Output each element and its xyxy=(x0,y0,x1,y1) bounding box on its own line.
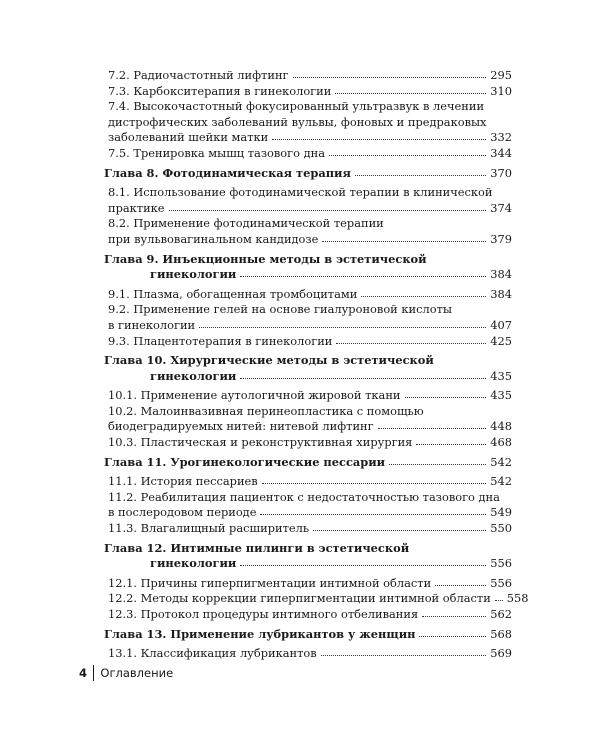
dot-leader xyxy=(272,129,486,140)
toc-entry-line xyxy=(108,435,512,451)
toc-page-number: 295 xyxy=(490,68,512,82)
toc-chapter-entry[interactable] xyxy=(104,252,512,283)
dot-leader xyxy=(435,575,486,586)
toc-entry-title: 12.3. Протокол процедуры интимного отбеливания xyxy=(108,607,419,621)
dot-leader xyxy=(355,165,486,176)
dot-leader xyxy=(419,626,486,637)
toc-entry-title: 12.1. Причины гиперпигментации интимной области xyxy=(108,575,432,590)
dot-leader xyxy=(495,590,503,601)
toc-page-number: 556 xyxy=(490,556,512,571)
toc-entry-title: гинекологии xyxy=(150,556,237,571)
toc-entry-line xyxy=(104,353,512,369)
dot-leader xyxy=(378,418,487,429)
toc-entry-title: 8.1. Использование фотодинамической терапии в клинической xyxy=(108,185,493,200)
toc-entry-title: гинекологии xyxy=(150,368,237,383)
running-title: Оглавление xyxy=(100,666,174,680)
toc-page-number: 542 xyxy=(490,454,512,469)
toc-entry-title: 8.2. Применение фотодинамической терапии xyxy=(108,216,384,231)
toc-page-number: 562 xyxy=(490,607,512,621)
toc-entry-title: 11.2. Реабилитация пациенток с недостаточностью тазового дна xyxy=(108,489,500,504)
toc-entry-line xyxy=(108,115,512,131)
toc-entry-line xyxy=(108,646,512,662)
toc-entry-line xyxy=(108,84,512,100)
dot-leader xyxy=(361,286,486,297)
toc-section-entry[interactable] xyxy=(104,490,512,521)
toc-page-number: 558 xyxy=(506,591,529,606)
toc-entry-line xyxy=(108,334,512,350)
toc-entry-title: 9.2. Применение гелей на основе гиалуроновой кислоты xyxy=(108,302,452,317)
toc-entry-title: Глава 11. Урогинекологические пессарии xyxy=(104,454,386,469)
toc-chapter-entry[interactable] xyxy=(104,166,512,182)
toc-page-number: 344 xyxy=(490,145,512,160)
toc-section-entry[interactable] xyxy=(104,404,512,435)
toc-page-number: 425 xyxy=(490,333,512,348)
dot-leader xyxy=(321,645,487,656)
dot-leader xyxy=(240,368,486,379)
toc-entry-line xyxy=(108,576,512,592)
toc-section-entry[interactable] xyxy=(104,591,529,607)
dot-leader xyxy=(389,454,486,465)
toc-page-number: 332 xyxy=(490,130,512,145)
toc-entry-title: биодеградируемых нитей: нитевой лифтинг xyxy=(108,419,374,434)
toc-entry-line xyxy=(104,541,512,557)
toc-entry-line xyxy=(108,404,512,420)
toc-entry-line xyxy=(104,556,512,572)
toc-entry-title: 9.1. Плазма, обогащенная тромбоцитами xyxy=(108,286,358,301)
dot-leader xyxy=(336,333,486,344)
dot-leader xyxy=(322,231,486,242)
toc-page-number: 384 xyxy=(490,286,512,301)
toc-entry-title: дистрофических заболеваний вульвы, фоновых и предраковых xyxy=(108,114,487,129)
toc-entry-title: заболеваний шейки матки xyxy=(108,130,269,145)
toc-entry-line xyxy=(108,287,512,303)
toc-page-number: 549 xyxy=(490,505,512,520)
dot-leader xyxy=(169,200,487,211)
toc-page-number: 448 xyxy=(490,419,512,434)
dot-leader xyxy=(262,473,487,484)
toc-entry-title: 10.3. Пластическая и реконструктивная хирургия xyxy=(108,435,413,450)
toc-entry-line xyxy=(108,302,512,318)
toc-entry-title: в гинекологии xyxy=(108,317,196,332)
dot-leader xyxy=(260,504,486,515)
toc-entry-title: 7.5. Тренировка мышц тазового дна xyxy=(108,145,326,160)
toc-entry-title: практике xyxy=(108,200,165,215)
toc-page-number: 379 xyxy=(490,231,512,246)
footer-divider xyxy=(93,665,94,681)
toc-section-entry[interactable] xyxy=(104,99,512,146)
toc-entry-line xyxy=(108,505,512,521)
toc-page-number: 370 xyxy=(490,165,512,180)
toc-entry-title: 7.4. Высокочастотный фокусированный ультразвук в лечении xyxy=(108,99,485,114)
toc-section-entry[interactable] xyxy=(104,607,512,623)
toc-page-number: 569 xyxy=(490,646,512,661)
toc-entry-title: 7.2. Радиочастотный лифтинг xyxy=(108,68,289,82)
toc-entry-line xyxy=(108,419,512,435)
toc-entry-line xyxy=(108,185,512,201)
toc-page-number: 468 xyxy=(490,435,512,450)
toc-page-number: 384 xyxy=(490,267,512,282)
toc-section-entry[interactable] xyxy=(104,334,512,350)
toc-section-entry[interactable] xyxy=(104,576,512,592)
dot-leader xyxy=(240,555,486,566)
toc-section-entry[interactable] xyxy=(104,146,512,162)
toc-page-number: 407 xyxy=(490,317,512,332)
toc-page-number: 435 xyxy=(490,388,512,403)
toc-entry-line xyxy=(104,252,512,268)
toc-entry-title: 9.3. Плацентотерапия в гинекологии xyxy=(108,333,333,348)
dot-leader xyxy=(405,387,487,398)
toc-entry-title: при вульвовагинальном кандидозе xyxy=(108,231,319,246)
toc-page-number: 556 xyxy=(490,575,512,590)
toc-section-entry[interactable] xyxy=(104,287,512,303)
dot-leader xyxy=(199,317,486,328)
toc-entry-line xyxy=(108,591,529,607)
toc-entry-line xyxy=(108,474,512,490)
toc-entry-line xyxy=(108,388,512,404)
toc-chapter-entry[interactable] xyxy=(104,627,512,643)
toc-section-entry[interactable] xyxy=(104,68,512,84)
toc-section-entry[interactable] xyxy=(104,646,512,662)
toc-entry-line xyxy=(104,267,512,283)
toc-entry-line xyxy=(104,369,512,385)
dot-leader xyxy=(293,67,487,78)
toc-entry-title: 10.1. Применение аутологичной жировой ткани xyxy=(108,388,401,403)
toc-entry-line xyxy=(104,455,512,471)
toc-page-number: 550 xyxy=(490,521,512,536)
toc-chapter-entry[interactable] xyxy=(104,353,512,384)
toc-section-entry[interactable] xyxy=(104,216,512,247)
toc-entry-title: Глава 12. Интимные пилинги в эстетической xyxy=(104,540,410,555)
toc-entry-title: 13.1. Классификация лубрикантов xyxy=(108,646,317,661)
dot-leader xyxy=(329,145,486,156)
toc-entry-line xyxy=(108,216,512,232)
toc-entry-line xyxy=(104,627,512,643)
toc-entry-title: гинекологии xyxy=(150,267,237,282)
toc-section-entry[interactable] xyxy=(104,474,512,490)
toc-page-number: 568 xyxy=(490,626,512,641)
toc-page-number: 542 xyxy=(490,474,512,489)
toc-section-entry[interactable] xyxy=(104,185,512,216)
toc-entry-line xyxy=(108,68,512,84)
toc-entry-title: Глава 13. Применение лубрикантов у женщин xyxy=(104,626,416,641)
page-number: 4 xyxy=(79,666,88,680)
dot-leader xyxy=(422,606,486,617)
toc-entry-title: 11.3. Влагалищный расширитель xyxy=(108,521,310,536)
toc-chapter-entry[interactable] xyxy=(104,541,512,572)
toc-chapter-entry[interactable] xyxy=(104,455,512,471)
dot-leader xyxy=(416,434,486,445)
toc-section-entry[interactable] xyxy=(104,84,512,100)
toc-page-number: 310 xyxy=(490,83,512,98)
toc-page-number: 374 xyxy=(490,200,512,215)
toc-entry-line xyxy=(108,318,512,334)
table-of-contents xyxy=(104,68,529,662)
toc-entry-line xyxy=(108,99,512,115)
toc-section-entry[interactable] xyxy=(104,388,512,404)
toc-entry-title: Глава 10. Хирургические методы в эстетической xyxy=(104,353,434,368)
toc-section-entry[interactable] xyxy=(104,521,512,537)
dot-leader xyxy=(335,83,486,94)
toc-entry-title: Глава 8. Фотодинамическая терапия xyxy=(104,165,351,180)
toc-entry-title: 7.3. Карбокситерапия в гинекологии xyxy=(108,83,332,98)
toc-entry-title: 11.1. История пессариев xyxy=(108,474,258,489)
toc-entry-line xyxy=(104,166,512,182)
toc-entry-line xyxy=(108,490,512,506)
toc-section-entry[interactable] xyxy=(104,302,512,333)
toc-entry-line xyxy=(108,146,512,162)
toc-entry-line xyxy=(108,201,512,217)
toc-entry-line xyxy=(108,130,512,146)
toc-entry-title: в послеродовом периоде xyxy=(108,505,257,520)
toc-entry-line xyxy=(108,607,512,623)
toc-page-number: 435 xyxy=(490,368,512,383)
dot-leader xyxy=(240,266,486,277)
dot-leader xyxy=(313,520,486,531)
toc-entry-title: 12.2. Методы коррекции гиперпигментации интимной области xyxy=(108,591,491,606)
toc-entry-line xyxy=(108,521,512,537)
toc-section-entry[interactable] xyxy=(104,435,512,451)
toc-entry-title: 10.2. Малоинвазивная перинеопластика с помощью xyxy=(108,403,424,418)
toc-entry-line xyxy=(108,232,512,248)
page-footer xyxy=(79,665,173,681)
toc-entry-title: Глава 9. Инъекционные методы в эстетической xyxy=(104,251,427,266)
